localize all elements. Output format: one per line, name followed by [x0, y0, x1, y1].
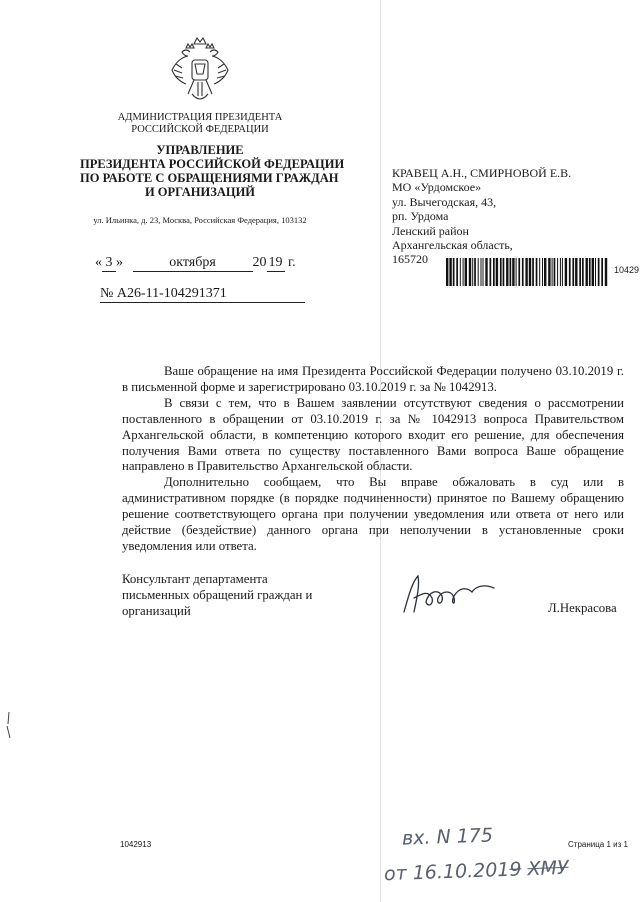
- registration-number: № А26-11-104291371: [100, 286, 305, 303]
- barcode-bar: [449, 258, 451, 286]
- handwritten-incoming-number: вх. N 175: [401, 824, 494, 850]
- margin-mark: [4, 710, 14, 740]
- barcode-bar: [446, 258, 448, 286]
- barcode-bar: [586, 258, 588, 286]
- barcode-bar: [601, 258, 603, 286]
- footer-doc-id: 1042913: [120, 840, 152, 849]
- barcode-bar: [506, 258, 508, 286]
- date-year-prefix: 20: [252, 255, 267, 270]
- barcode-bar: [516, 258, 517, 286]
- org-name: [80, 143, 345, 199]
- body-paragraph: Ваше обращение на имя Президента Российской Федерации получено 03.10.2019 г. в письменной форме и зарегистрировано 03.10.2019 г. за № 1042913.: [122, 364, 624, 394]
- date-year-word: г.: [288, 255, 296, 270]
- recipient-line: Архангельская область,: [392, 238, 513, 253]
- barcode: [446, 258, 610, 286]
- barcode-bar: [478, 258, 479, 286]
- handwritten-incoming-date: [384, 857, 569, 885]
- barcode-bar: [557, 258, 558, 286]
- barcode-bar: [518, 258, 520, 286]
- org-address: ул. Ильинка, д. 23, Москва, Российская Федерация, 103132: [93, 215, 307, 225]
- barcode-bar: [485, 258, 487, 286]
- recipient-line: Ленский район: [392, 223, 469, 238]
- barcode-bar: [575, 258, 577, 286]
- barcode-bar: [554, 258, 556, 286]
- signer-position-line: организаций: [122, 603, 191, 618]
- signer-position-line: письменных обращений граждан и: [122, 587, 313, 602]
- barcode-bar: [460, 258, 461, 286]
- barcode-bar: [542, 258, 543, 286]
- recipient-line: ул. Вычегодская, 43,: [392, 194, 497, 209]
- recipient-block: [392, 166, 571, 267]
- signer-name: Л.Некрасова: [548, 601, 617, 615]
- signer-position: [122, 572, 312, 620]
- barcode-bar: [525, 258, 527, 286]
- body-paragraph: В связи с тем, что в Вашем заявлении отсутствуют сведения о рассмотрении поставленного в обращении от 03.10.2019 г. за № 1042913 вопроса Правительством Архангельской области, в компетенцию которого входит его решение, для обеспечения получения Вами ответа по существу поставленного Вами вопроса Ваше обращение направлено в Правительство Архангельской области.: [122, 395, 624, 474]
- barcode-bar: [512, 258, 514, 286]
- org-parent-line: РОССИЙСКОЙ ФЕДЕРАЦИИ: [131, 124, 269, 135]
- org-name-line: И ОРГАНИЗАЦИЙ: [144, 185, 256, 199]
- barcode-bar: [474, 258, 476, 286]
- barcode-bar: [529, 258, 531, 286]
- barcode-bar: [522, 258, 524, 286]
- date-year-suffix: 19: [268, 255, 283, 270]
- barcode-bar: [544, 258, 546, 286]
- barcode-number: 10429: [614, 265, 640, 275]
- date-close-quote: »: [116, 255, 123, 270]
- org-name-line: ПРЕЗИДЕНТА РОССИЙСКОЙ ФЕДЕРАЦИИ: [80, 157, 345, 171]
- barcode-bar: [500, 258, 502, 286]
- barcode-bar: [569, 258, 571, 286]
- recipient-line: 165720: [392, 252, 428, 267]
- barcode-bar: [592, 258, 594, 286]
- handwritten-signature: [398, 568, 508, 618]
- barcode-bar: [456, 258, 458, 286]
- barcode-bar: [483, 258, 484, 286]
- org-parent-name: [100, 112, 300, 136]
- barcode-bar: [539, 258, 540, 286]
- barcode-bar: [565, 258, 567, 286]
- body-paragraph: Дополнительно сообщаем, что Вы вправе обжаловать в суд или в административном порядке (в порядке подчиненности) принятое по Вашему обращению решение соответствующего органа при получении уведомления или ответа от него или действие (бездействие) данного органа при неполучении в установленные сроки уведомления или ответа.: [122, 475, 624, 553]
- barcode-bar: [469, 258, 471, 286]
- date-open-quote: «: [95, 255, 102, 270]
- handwritten-date-main: от 16.10.201: [383, 858, 510, 886]
- barcode-bar: [490, 258, 492, 286]
- handwritten-initials: ХМУ: [527, 856, 569, 881]
- barcode-bar: [560, 258, 561, 286]
- barcode-bar: [595, 258, 596, 286]
- barcode-bar: [579, 258, 581, 286]
- recipient-line: рп. Урдома: [392, 209, 449, 224]
- date-day: 3: [102, 255, 116, 272]
- letter-body: [122, 364, 624, 555]
- barcode-bar: [453, 258, 455, 286]
- barcode-bar: [481, 258, 482, 286]
- date-month: октября: [133, 255, 253, 272]
- barcode-bar: [472, 258, 473, 286]
- barcode-bar: [496, 258, 498, 286]
- signer-position-line: Консультант департамента: [122, 572, 268, 586]
- recipient-line: КРАВЕЦ А.Н., СМИРНОВОЙ Е.В.: [392, 166, 572, 180]
- footer-page-number: Страница 1 из 1: [568, 840, 628, 849]
- barcode-bar: [552, 258, 553, 286]
- double-headed-eagle-emblem-icon: [168, 34, 232, 106]
- org-name-line: УПРАВЛЕНИЕ: [156, 143, 244, 157]
- barcode-bar: [598, 258, 600, 286]
- org-name-line: ПО РАБОТЕ С ОБРАЩЕНИЯМИ ГРАЖДАН: [80, 171, 339, 185]
- barcode-bar: [548, 258, 550, 286]
- barcode-bar: [503, 258, 505, 286]
- barcode-bar: [536, 258, 538, 286]
- handwritten-date-struck: 9: [509, 858, 522, 881]
- barcode-bar: [465, 258, 467, 286]
- barcode-bar: [510, 258, 512, 286]
- barcode-bar: [493, 258, 495, 286]
- recipient-line: МО «Урдомское»: [392, 180, 482, 195]
- barcode-bar: [532, 258, 534, 286]
- barcode-bar: [463, 258, 464, 286]
- barcode-bar: [572, 258, 574, 286]
- barcode-bar: [589, 258, 591, 286]
- barcode-bar: [605, 258, 607, 286]
- org-parent-line: АДМИНИСТРАЦИЯ ПРЕЗИДЕНТА: [117, 112, 283, 123]
- barcode-bar: [562, 258, 563, 286]
- barcode-bar: [582, 258, 584, 286]
- letter-date: [95, 255, 296, 272]
